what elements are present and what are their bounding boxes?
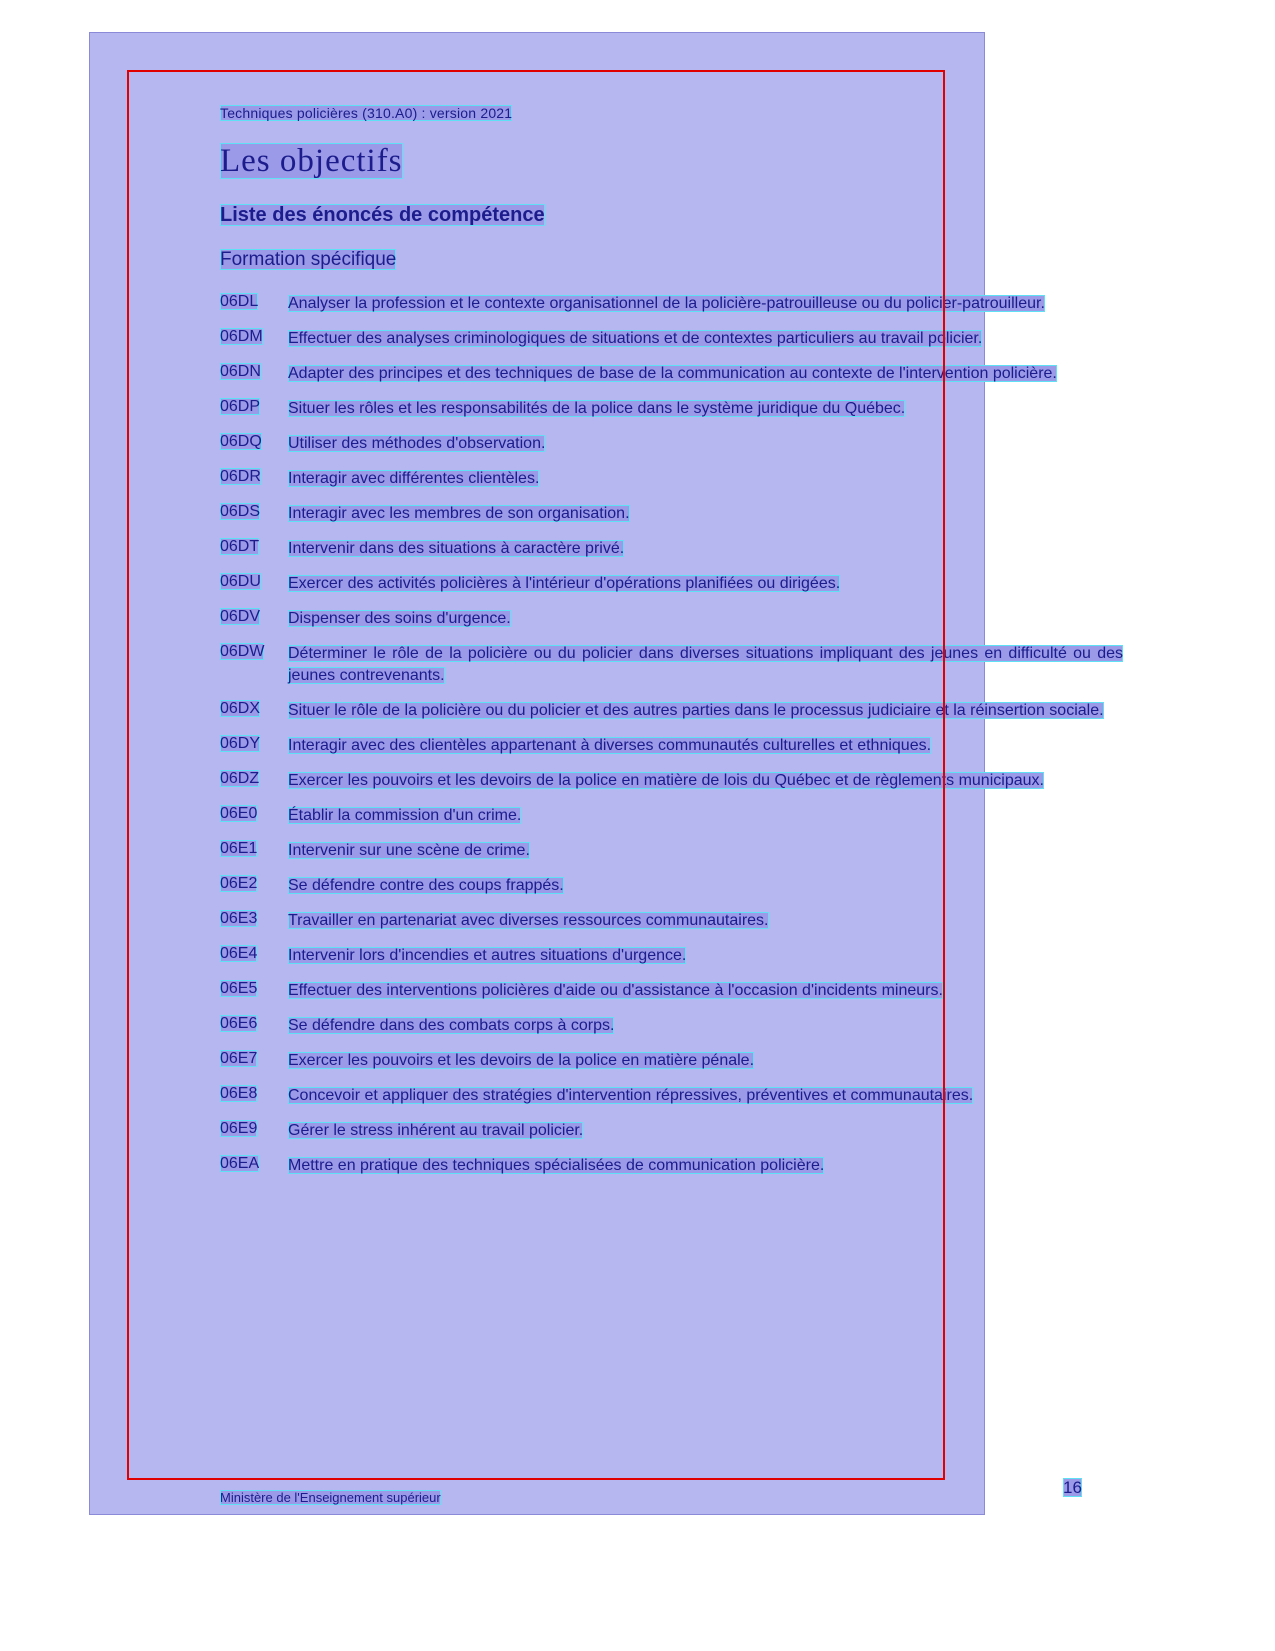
- competency-code: [220, 910, 278, 928]
- competency-description-text: Exercer des activités policières à l'intérieur d'opérations planifiées ou dirigées.: [288, 575, 841, 592]
- list-item: [220, 805, 1123, 827]
- competency-description-text: Exercer les pouvoirs et les devoirs de la police en matière de lois du Québec et de règlements municipaux.: [288, 772, 1044, 789]
- competency-code-text: 06DY: [220, 735, 261, 752]
- competency-description-text: Intervenir dans des situations à caractère privé.: [288, 540, 625, 557]
- competency-code-text: 06E2: [220, 875, 258, 892]
- page-title-text: Les objectifs: [220, 143, 403, 179]
- competency-code-text: 06DT: [220, 538, 260, 555]
- competency-description-text: Situer les rôles et les responsabilités de la police dans le système juridique du Québec.: [288, 400, 906, 417]
- competency-code: [220, 538, 278, 556]
- page-title: [220, 143, 1125, 180]
- competency-description-text: Se défendre contre des coups frappés.: [288, 877, 564, 894]
- competency-description-text: Effectuer des interventions policières d'aide ou d'assistance à l'occasion d'incidents mineurs.: [288, 982, 943, 999]
- competency-description: [288, 433, 1123, 455]
- competency-description-text: Déterminer le rôle de la policière ou du policier dans diverses situations impliquant des jeunes en difficulté ou des jeunes contrevenants.: [288, 645, 1123, 684]
- competency-description: [288, 700, 1123, 722]
- competency-code: [220, 945, 278, 963]
- competency-code: [220, 433, 278, 451]
- competency-code: [220, 840, 278, 858]
- competency-description: [288, 363, 1123, 385]
- competency-description-text: Gérer le stress inhérent au travail policier.: [288, 1122, 584, 1139]
- competency-code: [220, 1015, 278, 1033]
- list-item: [220, 1050, 1123, 1072]
- competency-code-text: 06DL: [220, 293, 259, 310]
- competency-description-text: Interagir avec les membres de son organisation.: [288, 505, 630, 522]
- list-item: [220, 770, 1123, 792]
- list-item: [220, 328, 1123, 350]
- competency-description: [288, 503, 1123, 525]
- competency-description: [288, 1155, 1123, 1177]
- competency-code: [220, 328, 278, 346]
- competency-code: [220, 875, 278, 893]
- list-item: [220, 573, 1123, 595]
- competency-description-text: Intervenir lors d'incendies et autres situations d'urgence.: [288, 947, 687, 964]
- competency-description: [288, 328, 1123, 350]
- page-number-text: 16: [1063, 1478, 1082, 1497]
- competency-code-text: 06DR: [220, 468, 261, 485]
- competency-description-text: Interagir avec différentes clientèles.: [288, 470, 540, 487]
- document-footer-text: Ministère de l'Enseignement supérieur: [220, 1490, 441, 1505]
- competency-description: [288, 573, 1123, 595]
- competency-code-text: 06E6: [220, 1015, 258, 1032]
- competency-code-text: 06EA: [220, 1155, 260, 1172]
- competency-code-text: 06DW: [220, 643, 265, 660]
- competency-code: [220, 805, 278, 823]
- competency-description: [288, 608, 1123, 630]
- list-item: [220, 1120, 1123, 1142]
- competency-description-text: Concevoir et appliquer des stratégies d'intervention répressives, préventives et communautaires.: [288, 1087, 974, 1104]
- list-item: [220, 875, 1123, 897]
- competency-description: [288, 910, 1123, 932]
- competency-description: [288, 1015, 1123, 1037]
- competency-code: [220, 1120, 278, 1138]
- competency-description: [288, 1120, 1123, 1142]
- competency-code-text: 06E1: [220, 840, 258, 857]
- competency-code-text: 06DQ: [220, 433, 262, 450]
- competency-description-text: Exercer les pouvoirs et les devoirs de la police en matière pénale.: [288, 1052, 755, 1069]
- page-content: [220, 103, 1125, 1190]
- list-item: [220, 945, 1123, 967]
- competency-code-text: 06E7: [220, 1050, 258, 1067]
- section-subheading: [220, 249, 1125, 271]
- competency-code: [220, 1085, 278, 1103]
- list-item: [220, 538, 1123, 560]
- competency-code: [220, 293, 278, 311]
- list-item: [220, 643, 1123, 687]
- list-item: [220, 468, 1123, 490]
- list-item: [220, 1015, 1123, 1037]
- list-item: [220, 433, 1123, 455]
- competency-description-text: Mettre en pratique des techniques spécialisées de communication policière.: [288, 1157, 825, 1174]
- page-number: [1063, 1478, 1082, 1498]
- competency-code: [220, 980, 278, 998]
- competency-description: [288, 538, 1123, 560]
- list-item: [220, 840, 1123, 862]
- list-item: [220, 700, 1123, 722]
- competency-description-text: Utiliser des méthodes d'observation.: [288, 435, 546, 452]
- competency-description-text: Situer le rôle de la policière ou du policier et des autres parties dans le processus judiciaire et la réinsertion sociale.: [288, 702, 1104, 719]
- document-header: [220, 103, 1125, 121]
- competency-description-text: Analyser la profession et le contexte organisationnel de la policière-patrouilleuse ou du policier-patrouilleur.: [288, 295, 1045, 312]
- competency-code-text: 06E8: [220, 1085, 258, 1102]
- list-item: [220, 363, 1123, 385]
- list-item: [220, 608, 1123, 630]
- competency-code-text: 06DS: [220, 503, 261, 520]
- competency-description: [288, 1085, 1123, 1107]
- competency-code-text: 06DV: [220, 608, 261, 625]
- competency-description: [288, 735, 1123, 757]
- competency-description: [288, 840, 1123, 862]
- section-subheading-text: Formation spécifique: [220, 249, 397, 270]
- list-item: [220, 503, 1123, 525]
- competency-description-text: Intervenir sur une scène de crime.: [288, 842, 530, 859]
- competency-description: [288, 293, 1123, 315]
- competency-code: [220, 643, 278, 661]
- list-item: [220, 1085, 1123, 1107]
- list-item: [220, 293, 1123, 315]
- competency-code: [220, 770, 278, 788]
- competency-description: [288, 980, 1123, 1002]
- competency-description-text: Adapter des principes et des techniques de base de la communication au contexte de l'intervention policière.: [288, 365, 1057, 382]
- section-heading-text: Liste des énoncés de compétence: [220, 204, 545, 226]
- competency-code: [220, 735, 278, 753]
- list-item: [220, 980, 1123, 1002]
- competency-description-text: Travailler en partenariat avec diverses ressources communautaires.: [288, 912, 769, 929]
- competency-description: [288, 945, 1123, 967]
- competency-code: [220, 1155, 278, 1173]
- section-heading: [220, 204, 1125, 227]
- competency-code: [220, 398, 278, 416]
- competency-code: [220, 363, 278, 381]
- competency-code-text: 06DZ: [220, 770, 260, 787]
- competency-code-text: 06DP: [220, 398, 261, 415]
- competency-description: [288, 805, 1123, 827]
- document-header-text: Techniques policières (310.A0) : version 2021: [220, 105, 513, 121]
- competency-description: [288, 875, 1123, 897]
- list-item: [220, 1155, 1123, 1177]
- competency-code: [220, 468, 278, 486]
- competency-description-text: Se défendre dans des combats corps à corps.: [288, 1017, 615, 1034]
- competency-description: [288, 643, 1123, 687]
- list-item: [220, 910, 1123, 932]
- list-item: [220, 398, 1123, 420]
- competency-list: [220, 293, 1125, 1177]
- competency-code: [220, 503, 278, 521]
- competency-code-text: 06E3: [220, 910, 258, 927]
- competency-description: [288, 1050, 1123, 1072]
- competency-code-text: 06E5: [220, 980, 258, 997]
- competency-code-text: 06E4: [220, 945, 258, 962]
- competency-code: [220, 573, 278, 591]
- competency-code-text: 06DU: [220, 573, 261, 590]
- document-footer: [220, 1490, 441, 1505]
- competency-code: [220, 608, 278, 626]
- competency-description: [288, 398, 1123, 420]
- competency-code-text: 06DX: [220, 700, 261, 717]
- competency-description-text: Établir la commission d'un crime.: [288, 807, 522, 824]
- competency-code-text: 06E0: [220, 805, 258, 822]
- competency-description-text: Interagir avec des clientèles appartenant à diverses communautés culturelles et ethniques.: [288, 737, 932, 754]
- competency-code: [220, 1050, 278, 1068]
- competency-description-text: Effectuer des analyses criminologiques de situations et de contextes particuliers au travail policier.: [288, 330, 983, 347]
- competency-description-text: Dispenser des soins d'urgence.: [288, 610, 511, 627]
- list-item: [220, 735, 1123, 757]
- competency-code-text: 06DN: [220, 363, 261, 380]
- competency-description: [288, 770, 1123, 792]
- competency-code-text: 06E9: [220, 1120, 258, 1137]
- competency-description: [288, 468, 1123, 490]
- competency-code: [220, 700, 278, 718]
- competency-code-text: 06DM: [220, 328, 263, 345]
